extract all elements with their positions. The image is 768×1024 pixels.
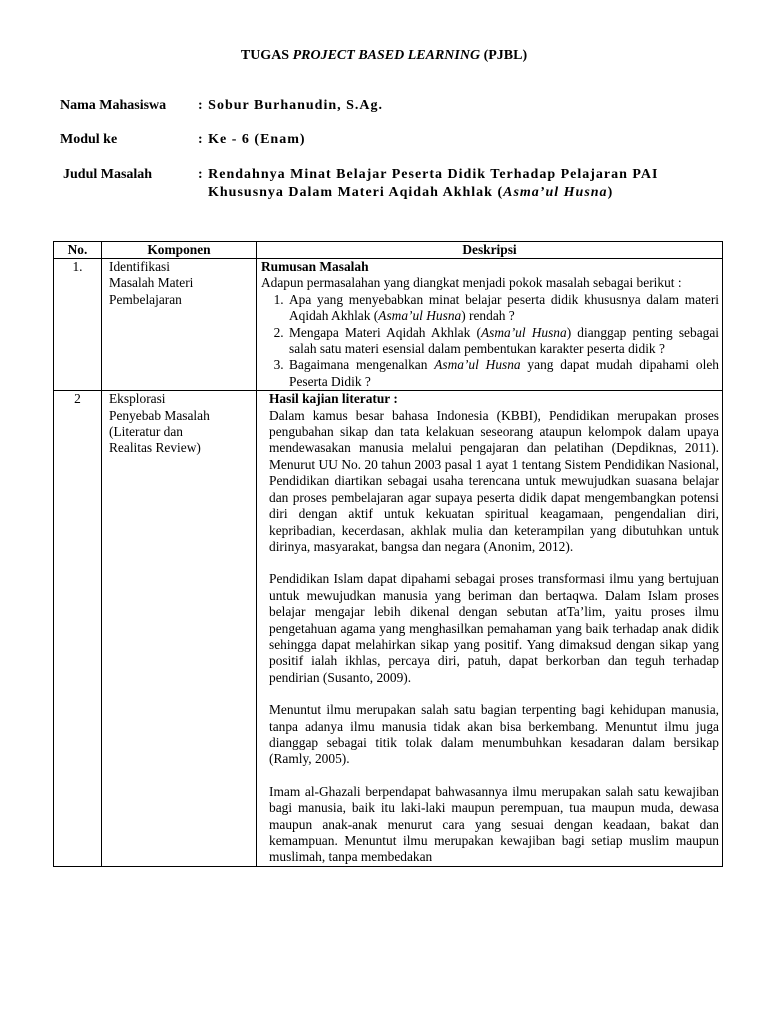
meta-judul-value-line2: Khususnya Dalam Materi Aqidah Akhlak (Asma’ul Husna) [208, 185, 614, 200]
row2-paragraph-1: Dalam kamus besar bahasa Indonesia (KBBI), Pendidikan merupakan proses pengubahan sikap dan tata kelakuan seseorang ataupun kelompok dalam upaya mendewasakan manusia melalui pengajaran dan pelatihan (Depdiknas, 2011). Menurut UU No. 20 tahun 2003 pasal 1 ayat 1 tentang Sistem Pendidikan Nasional, Pendidikan diartikan sebagai usaha terencana untuk mewujudkan suasana belajar dan proses pembelajaran agar supaya peserta didik dapat mengembangkan potensi diri dengan aktif untuk kekuatan spiritual keagamaan, pengendalian diri, kepribadian, kecerdasan, akhlak mulia dan keterampilan yang dibutuhkan untuk dirinya, masyarakat, bangsa dan negara (Anonim, 2012). [269, 407, 719, 554]
header-no: No. [54, 242, 102, 259]
title-prefix: TUGAS [240, 48, 293, 63]
table-row [54, 259, 723, 391]
list-item: 3. Bagaimana mengenalkan Asma’ul Husna yang dapat mudah dipahami oleh Peserta Didik ? [287, 357, 719, 390]
row2-komponen: Eksplorasi Penyebab Masalah (Literatur dan Realitas Review) [102, 391, 257, 867]
header-deskripsi: Deskripsi [257, 242, 723, 259]
meta-judul-value-line1: : Rendahnya Minat Belajar Peserta Didik Terhadap Pelajaran PAI [198, 167, 659, 182]
row1-intro: Adapun permasalahan yang diangkat menjadi pokok masalah sebagai berikut : [261, 275, 682, 291]
table-row [54, 391, 723, 867]
row1-no: 1. [54, 259, 102, 391]
title-suffix: (PJBL) [480, 48, 528, 63]
row2-paragraph-4: Imam al-Ghazali berpendapat bahwasannya ilmu merupakan salah satu kewajiban bagi manusia, baik itu laki-laki maupun perempuan, tua maupun muda, dewasa maupun anak-anak menurut cara yang sesuai dengan keadaan, bakat dan kemampuan. Menuntut ilmu merupakan kewajiban bagi setiap muslim maupun muslimah, tanpa membedakan [269, 783, 719, 865]
row2-paragraph-2: Pendidikan Islam dapat dipahami sebagai proses transformasi ilmu yang bertujuan untuk mewujudkan manusia yang beriman dan bertaqwa. Dalam Islam proses belajar mengajar lebih dikenal dengan sebutan atTa’lim, yaitu proses ilmu pengetahuan agama yang menghasilkan pemahaman yang baik terhadap anak didik sehingga dapat melahirkan sikap yang positif. Yang dimaksud dengan sikap yang positif ialah ikhlas, percaya diri, patuh, dapat berkorban dan teguh terhadap pendirian (Susanto, 2009). [269, 571, 719, 685]
list-item: 1. Apa yang menyebabkan minat belajar peserta didik khususnya dalam materi Aqidah Akhlak (Asma’ul Husna) rendah ? [287, 292, 719, 325]
main-table [53, 241, 723, 867]
table-header-row [54, 242, 723, 259]
row2-no: 2 [54, 391, 102, 867]
row1-question-list [261, 292, 719, 390]
row2-deskripsi [257, 391, 723, 867]
meta-modul-value: : Ke - 6 (Enam) [198, 132, 306, 147]
header-komponen: Komponen [102, 242, 257, 259]
row1-section-title: Rumusan Masalah [261, 259, 369, 274]
list-item: 2. Mengapa Materi Aqidah Akhlak (Asma’ul Husna) dianggap penting sebagai salah satu materi esensial dalam pembentukan karakter peserta didik ? [287, 325, 719, 358]
meta-modul-label: Modul ke [60, 132, 118, 147]
meta-judul-label: Judul Masalah [63, 167, 153, 182]
meta-nama-value: : Sobur Burhanudin, S.Ag. [198, 98, 384, 113]
row1-komponen: Identifikasi Masalah Materi Pembelajaran [102, 259, 257, 391]
row2-paragraph-3: Menuntut ilmu merupakan salah satu bagian terpenting bagi kehidupan manusia, tanpa adanya ilmu manusia tidak akan bisa berkembang. Menuntut ilmu juga dianggap sebagai titik tolak dalam menumbuhkan kesadaran dalam bersikap (Ramly, 2005). [269, 702, 719, 767]
title-italic: PROJECT BASED LEARNING [292, 48, 481, 63]
meta-nama-label: Nama Mahasiswa [60, 98, 167, 113]
row1-deskripsi [257, 259, 723, 391]
page-title [0, 48, 768, 64]
row2-section-title: Hasil kajian literatur : [269, 391, 398, 407]
